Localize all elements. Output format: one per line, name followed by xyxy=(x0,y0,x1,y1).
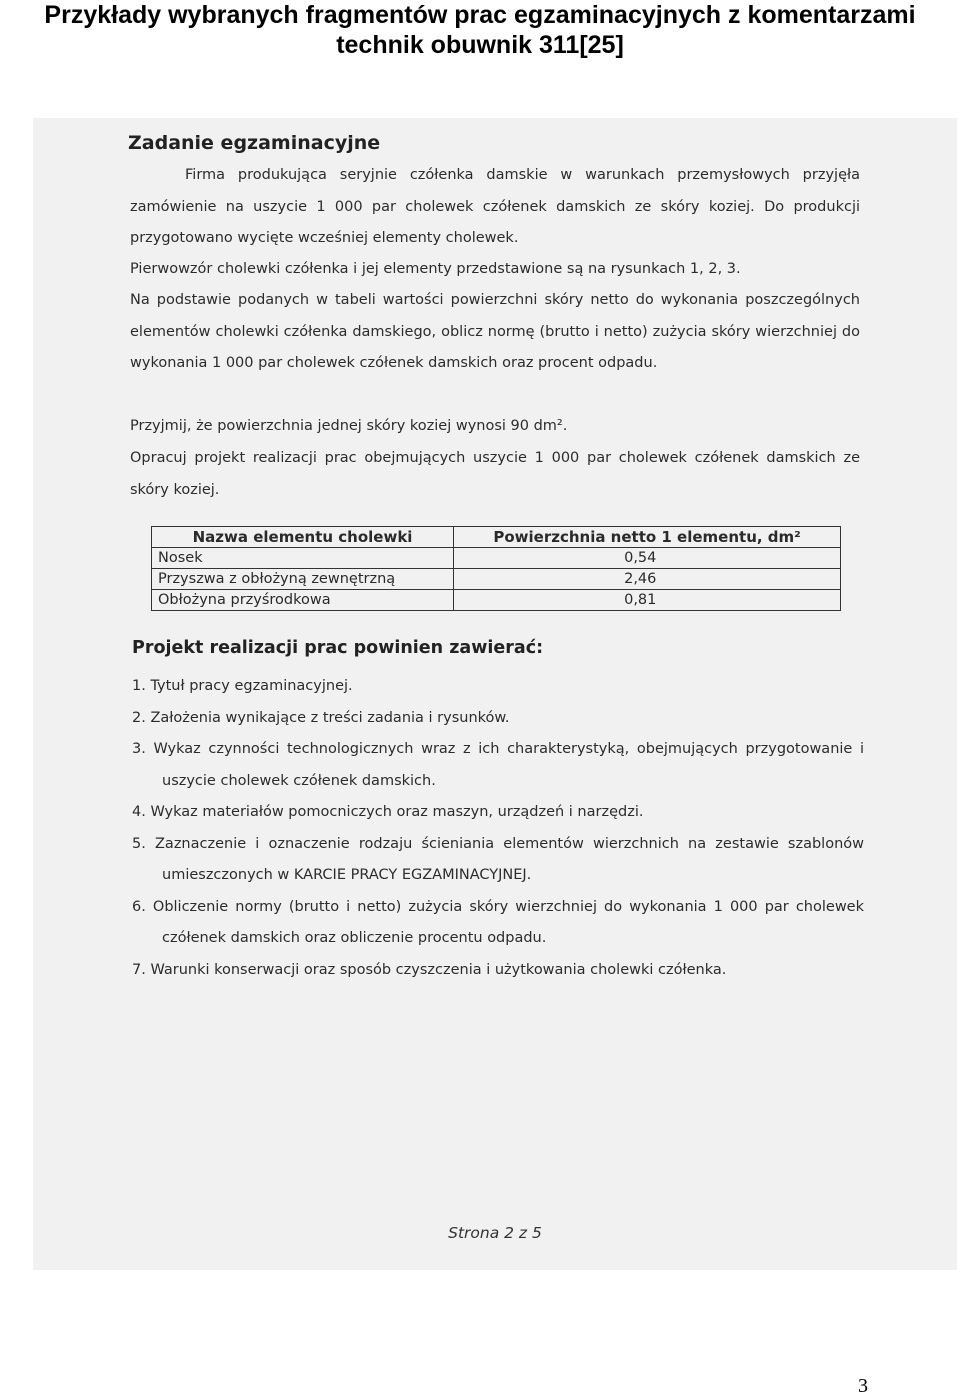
element-area-table xyxy=(151,526,841,611)
table-header-name: Nazwa elementu cholewki xyxy=(152,527,454,548)
table-row xyxy=(152,569,841,590)
table-cell-name: Nosek xyxy=(152,548,454,569)
table-row xyxy=(152,548,841,569)
table-header-area: Powierzchnia netto 1 elementu, dm² xyxy=(454,527,841,548)
task-paragraph-3: Na podstawie podanych w tabeli wartości powierzchni skóry netto do wykonania poszczególnych elementów cholewki czółenka damskiego, oblicz normę (brutto i netto) zużycia skóry wierzchniej do wykonania 1 000 par cholewek czółenek damskich oraz procent odpadu. xyxy=(130,292,860,371)
project-requirements-list xyxy=(132,671,864,986)
table-cell-name: Przyszwa z obłożyną zewnętrzną xyxy=(152,569,454,590)
document-header xyxy=(0,0,960,60)
task-paragraph-1: Firma produkująca seryjnie czółenka damskie w warunkach przemysłowych przyjęła zamówienie na uszycie 1 000 par cholewek czółenek damskich ze skóry koziej. Do produkcji przygotowano wycięte wcześniej elementy cholewek. xyxy=(130,167,860,246)
project-title: Projekt realizacji prac powinien zawierać: xyxy=(132,638,544,658)
table-cell-name: Obłożyna przyśrodkowa xyxy=(152,590,454,611)
scan-page-footer: Strona 2 z 5 xyxy=(448,1224,542,1242)
task-paragraph-2: Pierwowzór cholewki czółenka i jej elementy przedstawione są na rysunkach 1, 2, 3. xyxy=(130,261,741,277)
list-item: 5. Zaznaczenie i oznaczenie rodzaju ścieniania elementów wierzchnich na zestawie szablonów umieszczonych w KARCIE PRACY EGZAMINACYJNEJ. xyxy=(132,835,864,883)
list-item: 4. Wykaz materiałów pomocniczych oraz maszyn, urządzeń i narzędzi. xyxy=(132,804,644,820)
list-item: 3. Wykaz czynności technologicznych wraz z ich charakterystyką, obejmujących przygotowanie i uszycie cholewek czółenek damskich. xyxy=(132,741,864,789)
list-item: 1. Tytuł pracy egzaminacyjnej. xyxy=(132,678,353,694)
table-cell-area: 0,81 xyxy=(454,590,841,611)
task-paragraph-4: Przyjmij, że powierzchnia jednej skóry koziej wynosi 90 dm². xyxy=(130,418,568,434)
list-item: 6. Obliczenie normy (brutto i netto) zużycia skóry wierzchniej do wykonania 1 000 par cholewek czółenek damskich oraz obliczenie procentu odpadu. xyxy=(132,898,864,946)
table-cell-area: 0,54 xyxy=(454,548,841,569)
list-item: 2. Założenia wynikające z treści zadania i rysunków. xyxy=(132,709,510,726)
task-title: Zadanie egzaminacyjne xyxy=(128,132,381,154)
header-line-1: Przykłady wybranych fragmentów prac egzaminacyjnych z komentarzami xyxy=(44,1,916,29)
task-paragraph-5: Opracuj projekt realizacji prac obejmujących uszycie 1 000 par cholewek czółenek damskich ze skóry koziej. xyxy=(130,450,860,498)
page-number: 3 xyxy=(858,1375,868,1397)
scanned-page xyxy=(33,118,957,1270)
table-cell-area: 2,46 xyxy=(454,569,841,590)
table-header-row xyxy=(152,527,841,548)
list-item: 7. Warunki konserwacji oraz sposób czyszczenia i użytkowania cholewki czółenka. xyxy=(132,961,727,978)
table-row xyxy=(152,590,841,611)
header-line-2: technik obuwnik 311[25] xyxy=(336,31,624,59)
